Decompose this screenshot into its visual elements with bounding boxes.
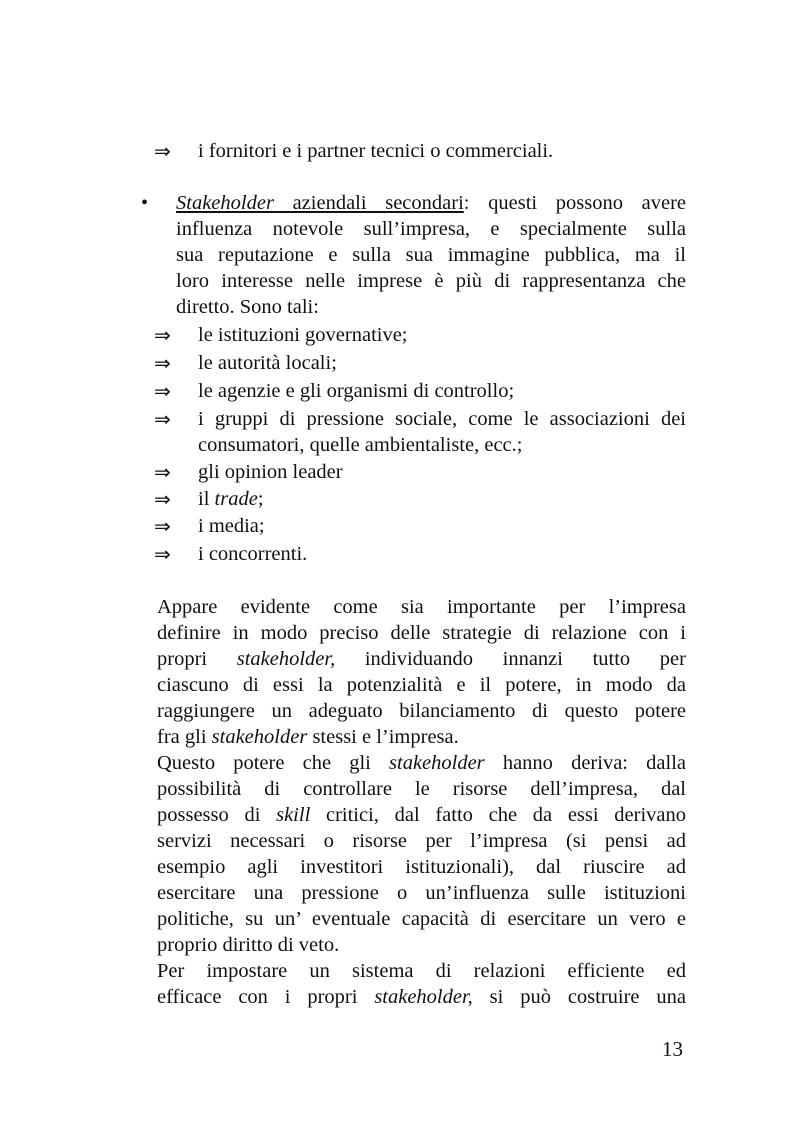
arrow-icon: ⇒ — [154, 542, 171, 566]
secondary-intro-line-5: diretto. Sono tali: — [176, 296, 319, 318]
arrow-icon: ⇒ — [154, 514, 171, 538]
arrow-icon: ⇒ — [154, 379, 171, 403]
paragraph-2-line: esempio agli investitori istituzionali), dal riuscire ad — [157, 856, 686, 878]
arrow-icon: ⇒ — [154, 407, 171, 431]
paragraph-1-line: fra gli stakeholder stessi e l’impresa. — [157, 726, 459, 748]
page-number: 13 — [662, 1037, 683, 1061]
list-item: i concorrenti. — [198, 543, 308, 565]
paragraph-2-line: esercitare una pressione o un’influenza sulle istituzioni — [157, 882, 686, 904]
paragraph-2-line: politiche, su un’ eventuale capacità di esercitare un vero e — [157, 908, 686, 930]
paragraph-2-line: servizi necessari o risorse per l’impresa (si pensi ad — [157, 830, 686, 852]
paragraph-2-line: possibilità di controllare le risorse dell’impresa, dal — [157, 778, 686, 800]
paragraph-2-line: Questo potere che gli stakeholder hanno deriva: dalla — [157, 752, 686, 774]
paragraph-1-line: definire in modo preciso delle strategie di relazione con i — [157, 622, 686, 644]
list-item: le autorità locali; — [198, 352, 337, 374]
secondary-intro-line-3: sua reputazione e sulla sua immagine pubblica, ma il — [176, 244, 686, 266]
arrow-icon: ⇒ — [154, 460, 171, 484]
paragraph-1-line: Appare evidente come sia importante per l’impresa — [157, 596, 686, 618]
arrow-icon: ⇒ — [154, 487, 171, 511]
secondary-intro-line-2: influenza notevole sull’impresa, e specialmente sulla — [176, 218, 686, 240]
paragraph-3-line: Per impostare un sistema di relazioni efficiente ed — [157, 960, 686, 982]
list-item: i media; — [198, 515, 265, 537]
paragraph-3-line: efficace con i propri stakeholder, si può costruire una — [157, 986, 686, 1008]
bullet-icon: • — [141, 192, 149, 214]
secondary-term: Stakeholder aziendali secondari — [176, 192, 464, 214]
list-item: gli opinion leader — [198, 461, 343, 483]
list-item: le istituzioni governative; — [198, 324, 408, 346]
arrow-icon: ⇒ — [154, 323, 171, 347]
paragraph-1-line: ciascuno di essi la potenzialità e il potere, in modo da — [157, 674, 686, 696]
paragraph-1-line: raggiungere un adeguato bilanciamento di questo potere — [157, 700, 686, 722]
arrow-icon: ⇒ — [154, 139, 171, 163]
secondary-intro-line-1: Stakeholder aziendali secondari: questi possono avere — [176, 192, 687, 214]
list-item: i fornitori e i partner tecnici o commerciali. — [198, 140, 554, 162]
arrow-icon: ⇒ — [154, 351, 171, 375]
list-item-continuation: consumatori, quelle ambientaliste, ecc.; — [198, 434, 523, 456]
secondary-intro-line-4: loro interesse nelle imprese è più di rappresentanza che — [176, 270, 686, 292]
paragraph-2-line: possesso di skill critici, dal fatto che da essi derivano — [157, 804, 686, 826]
paragraph-2-line: proprio diritto di veto. — [157, 934, 340, 956]
list-item: il trade; — [198, 488, 264, 510]
list-item: le agenzie e gli organismi di controllo; — [198, 380, 515, 402]
list-item: i gruppi di pressione sociale, come le associazioni dei — [198, 408, 686, 430]
paragraph-1-line: propri stakeholder, individuando innanzi tutto per — [157, 648, 686, 670]
